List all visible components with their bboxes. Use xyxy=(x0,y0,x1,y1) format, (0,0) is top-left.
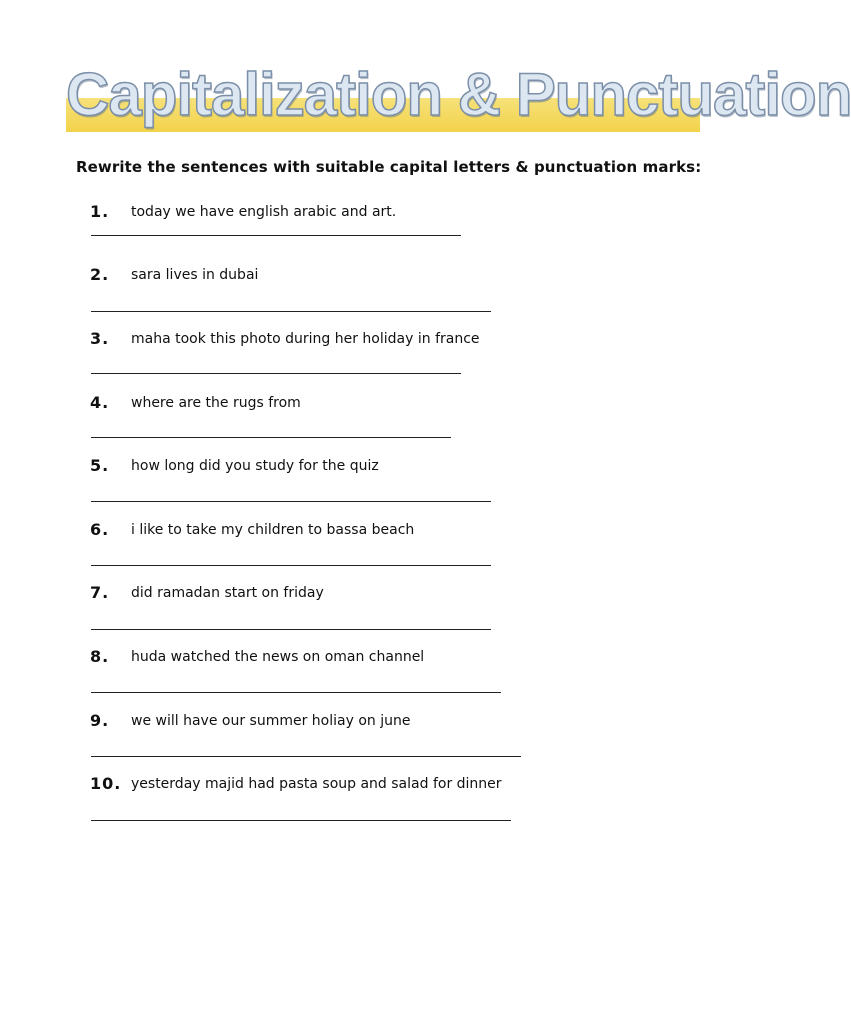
answer-line[interactable] xyxy=(91,235,461,236)
exercise-item-4 xyxy=(0,393,768,453)
exercise-item-3 xyxy=(0,329,768,389)
answer-line[interactable] xyxy=(91,373,461,374)
item-number: 10. xyxy=(90,774,122,793)
item-number: 3. xyxy=(90,329,110,348)
item-sentence: today we have english arabic and art. xyxy=(131,204,397,220)
item-number: 9. xyxy=(90,711,110,730)
answer-line[interactable] xyxy=(91,311,491,312)
item-number: 6. xyxy=(90,520,110,539)
answer-line[interactable] xyxy=(91,629,491,630)
answer-line[interactable] xyxy=(91,692,501,693)
item-number: 2. xyxy=(90,265,110,284)
exercise-item-6 xyxy=(0,520,768,580)
item-number: 4. xyxy=(90,393,110,412)
exercise-item-10 xyxy=(0,774,768,834)
item-sentence: sara lives in dubai xyxy=(131,267,259,283)
item-sentence: we will have our summer holiay on june xyxy=(131,713,411,729)
item-sentence: did ramadan start on friday xyxy=(131,585,324,601)
exercise-item-9 xyxy=(0,711,768,771)
answer-line[interactable] xyxy=(91,820,511,821)
item-sentence: i like to take my children to bassa beach xyxy=(131,522,415,538)
item-sentence: where are the rugs from xyxy=(131,395,301,411)
item-number: 5. xyxy=(90,456,110,475)
item-number: 7. xyxy=(90,583,110,602)
answer-line[interactable] xyxy=(91,501,491,502)
item-sentence: maha took this photo during her holiday in france xyxy=(131,331,480,347)
worksheet-title: Capitalization & Punctuation xyxy=(66,61,851,128)
item-sentence: yesterday majid had pasta soup and salad for dinner xyxy=(131,776,502,792)
exercise-item-7 xyxy=(0,583,768,643)
exercise-item-8 xyxy=(0,647,768,707)
exercise-item-1 xyxy=(0,202,768,262)
instruction-text: Rewrite the sentences with suitable capital letters & punctuation marks: xyxy=(76,158,702,176)
answer-line[interactable] xyxy=(91,756,521,757)
item-number: 1. xyxy=(90,202,110,221)
answer-line[interactable] xyxy=(91,565,491,566)
item-sentence: huda watched the news on oman channel xyxy=(131,649,425,665)
item-number: 8. xyxy=(90,647,110,666)
answer-line[interactable] xyxy=(91,437,451,438)
exercise-item-2 xyxy=(0,265,768,325)
item-sentence: how long did you study for the quiz xyxy=(131,458,379,474)
exercise-item-5 xyxy=(0,456,768,516)
